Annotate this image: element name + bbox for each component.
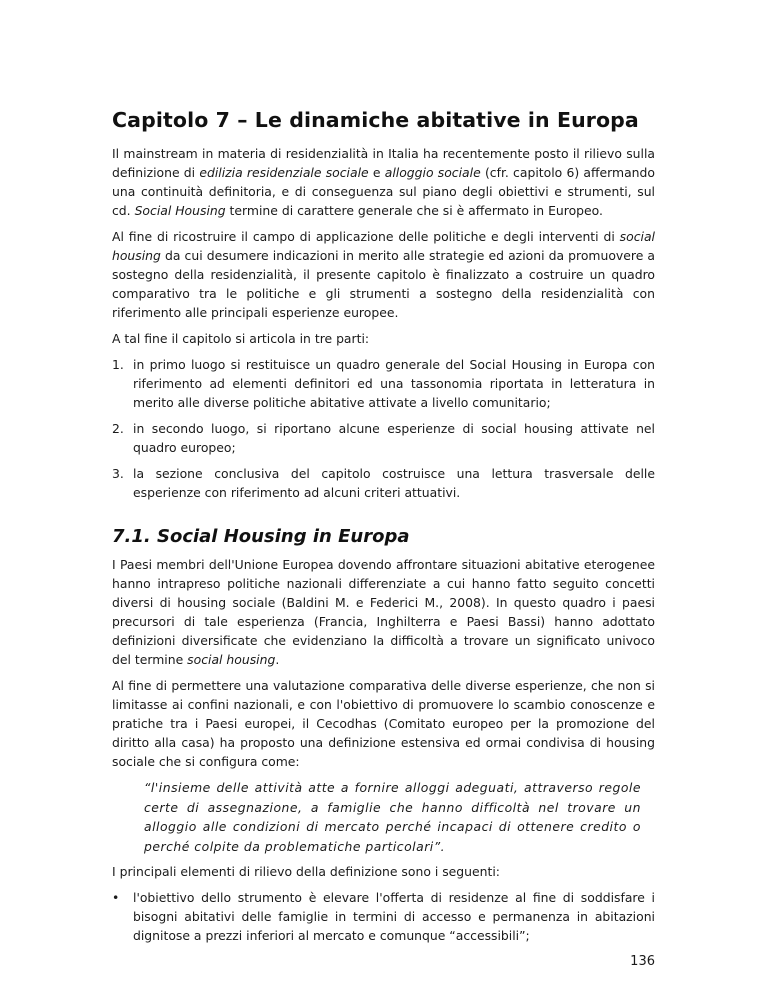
section-paragraph-1: I Paesi membri dell'Unione Europea dovendo affrontare situazioni abitative eterogenee hanno intrapreso politiche nazionali differenziate a cui hanno fatto seguito concetti diversi di housing sociale (Baldini M. e Federici M., 2008). In questo quadro i paesi precursori di tale esperienza (Francia, Inghilterra e Paesi Bassi) hanno adottato definizioni diversificate che evidenziano la difficoltà a trovare un significato univoco del termine social housing.	[112, 557, 655, 667]
list-number: 2.	[112, 421, 124, 436]
document-page	[112, 108, 655, 945]
section-title: 7.1. Social Housing in Europa	[112, 526, 410, 547]
intro-paragraph-3: A tal fine il capitolo si articola in tre parti:	[112, 331, 370, 346]
bullet-icon: •	[112, 890, 120, 905]
list-number: 1.	[112, 357, 124, 372]
elements-bullet-list	[112, 888, 655, 945]
section-paragraph-2: Al fine di permettere una valutazione comparativa delle diverse esperienze, che non si limitasse ai confini nazionali, e con l'obiettivo di promuovere lo scambio conoscenze e pratiche tra i Paesi europei, il Cecodhas (Comitato europeo per la promozione del diritto alla casa) ha proposto una definizione estensiva ed ormai condivisa di housing sociale che si configura come:	[112, 678, 655, 769]
intro-paragraph-2: Al fine di ricostruire il campo di applicazione delle politiche e degli interventi di social housing da cui desumere indicazioni in merito alle strategie ed azioni da promuovere a sostegno della residenzialità, il presente capitolo è finalizzato a costruire un quadro comparativo tra le politiche e gli strumenti a sostegno della residenzialità con riferimento alle principali esperienze europee.	[112, 229, 655, 320]
page-number: 136	[630, 954, 655, 969]
chapter-parts-list	[112, 355, 655, 502]
list-item: 3. la sezione conclusiva del capitolo costruisce una lettura trasversale delle esperienze con riferimento ad alcuni criteri attuativi.	[112, 466, 655, 500]
list-number: 3.	[112, 466, 124, 481]
list-item: 2. in secondo luogo, si riportano alcune esperienze di social housing attivate nel quadro europeo;	[112, 421, 655, 455]
chapter-title: Capitolo 7 – Le dinamiche abitative in Europa	[112, 108, 639, 132]
list-item: • l'obiettivo dello strumento è elevare l'offerta di residenze al fine di soddisfare i bisogni abitativi delle famiglie in termini di accesso e permanenza in abitazioni dignitose a prezzi inferiori al mercato e comunque “accessibili”;	[112, 890, 655, 943]
section-paragraph-3: I principali elementi di rilievo della definizione sono i seguenti:	[112, 864, 500, 879]
definition-quote: “l'insieme delle attività atte a fornire alloggi adeguati, attraverso regole certe di assegnazione, a famiglie che hanno difficoltà nel trovare un alloggio alle condizioni di mercato perché incapaci di ottenere credito o perché colpite da problematiche particolari”.	[144, 780, 641, 854]
list-item: 1. in primo luogo si restituisce un quadro generale del Social Housing in Europa con riferimento ad elementi definitori ed una tassonomia riportata in letteratura in merito alle diverse politiche abitative attivate a livello comunitario;	[112, 357, 655, 410]
intro-paragraph-1: Il mainstream in materia di residenzialità in Italia ha recentemente posto il rilievo sulla definizione di edilizia residenziale sociale e alloggio sociale (cfr. capitolo 6) affermando una continuità definitoria, e di conseguenza sul piano degli obiettivi e strumenti, sul cd. Social Housing termine di carattere generale che si è affermato in Europeo.	[112, 146, 655, 218]
